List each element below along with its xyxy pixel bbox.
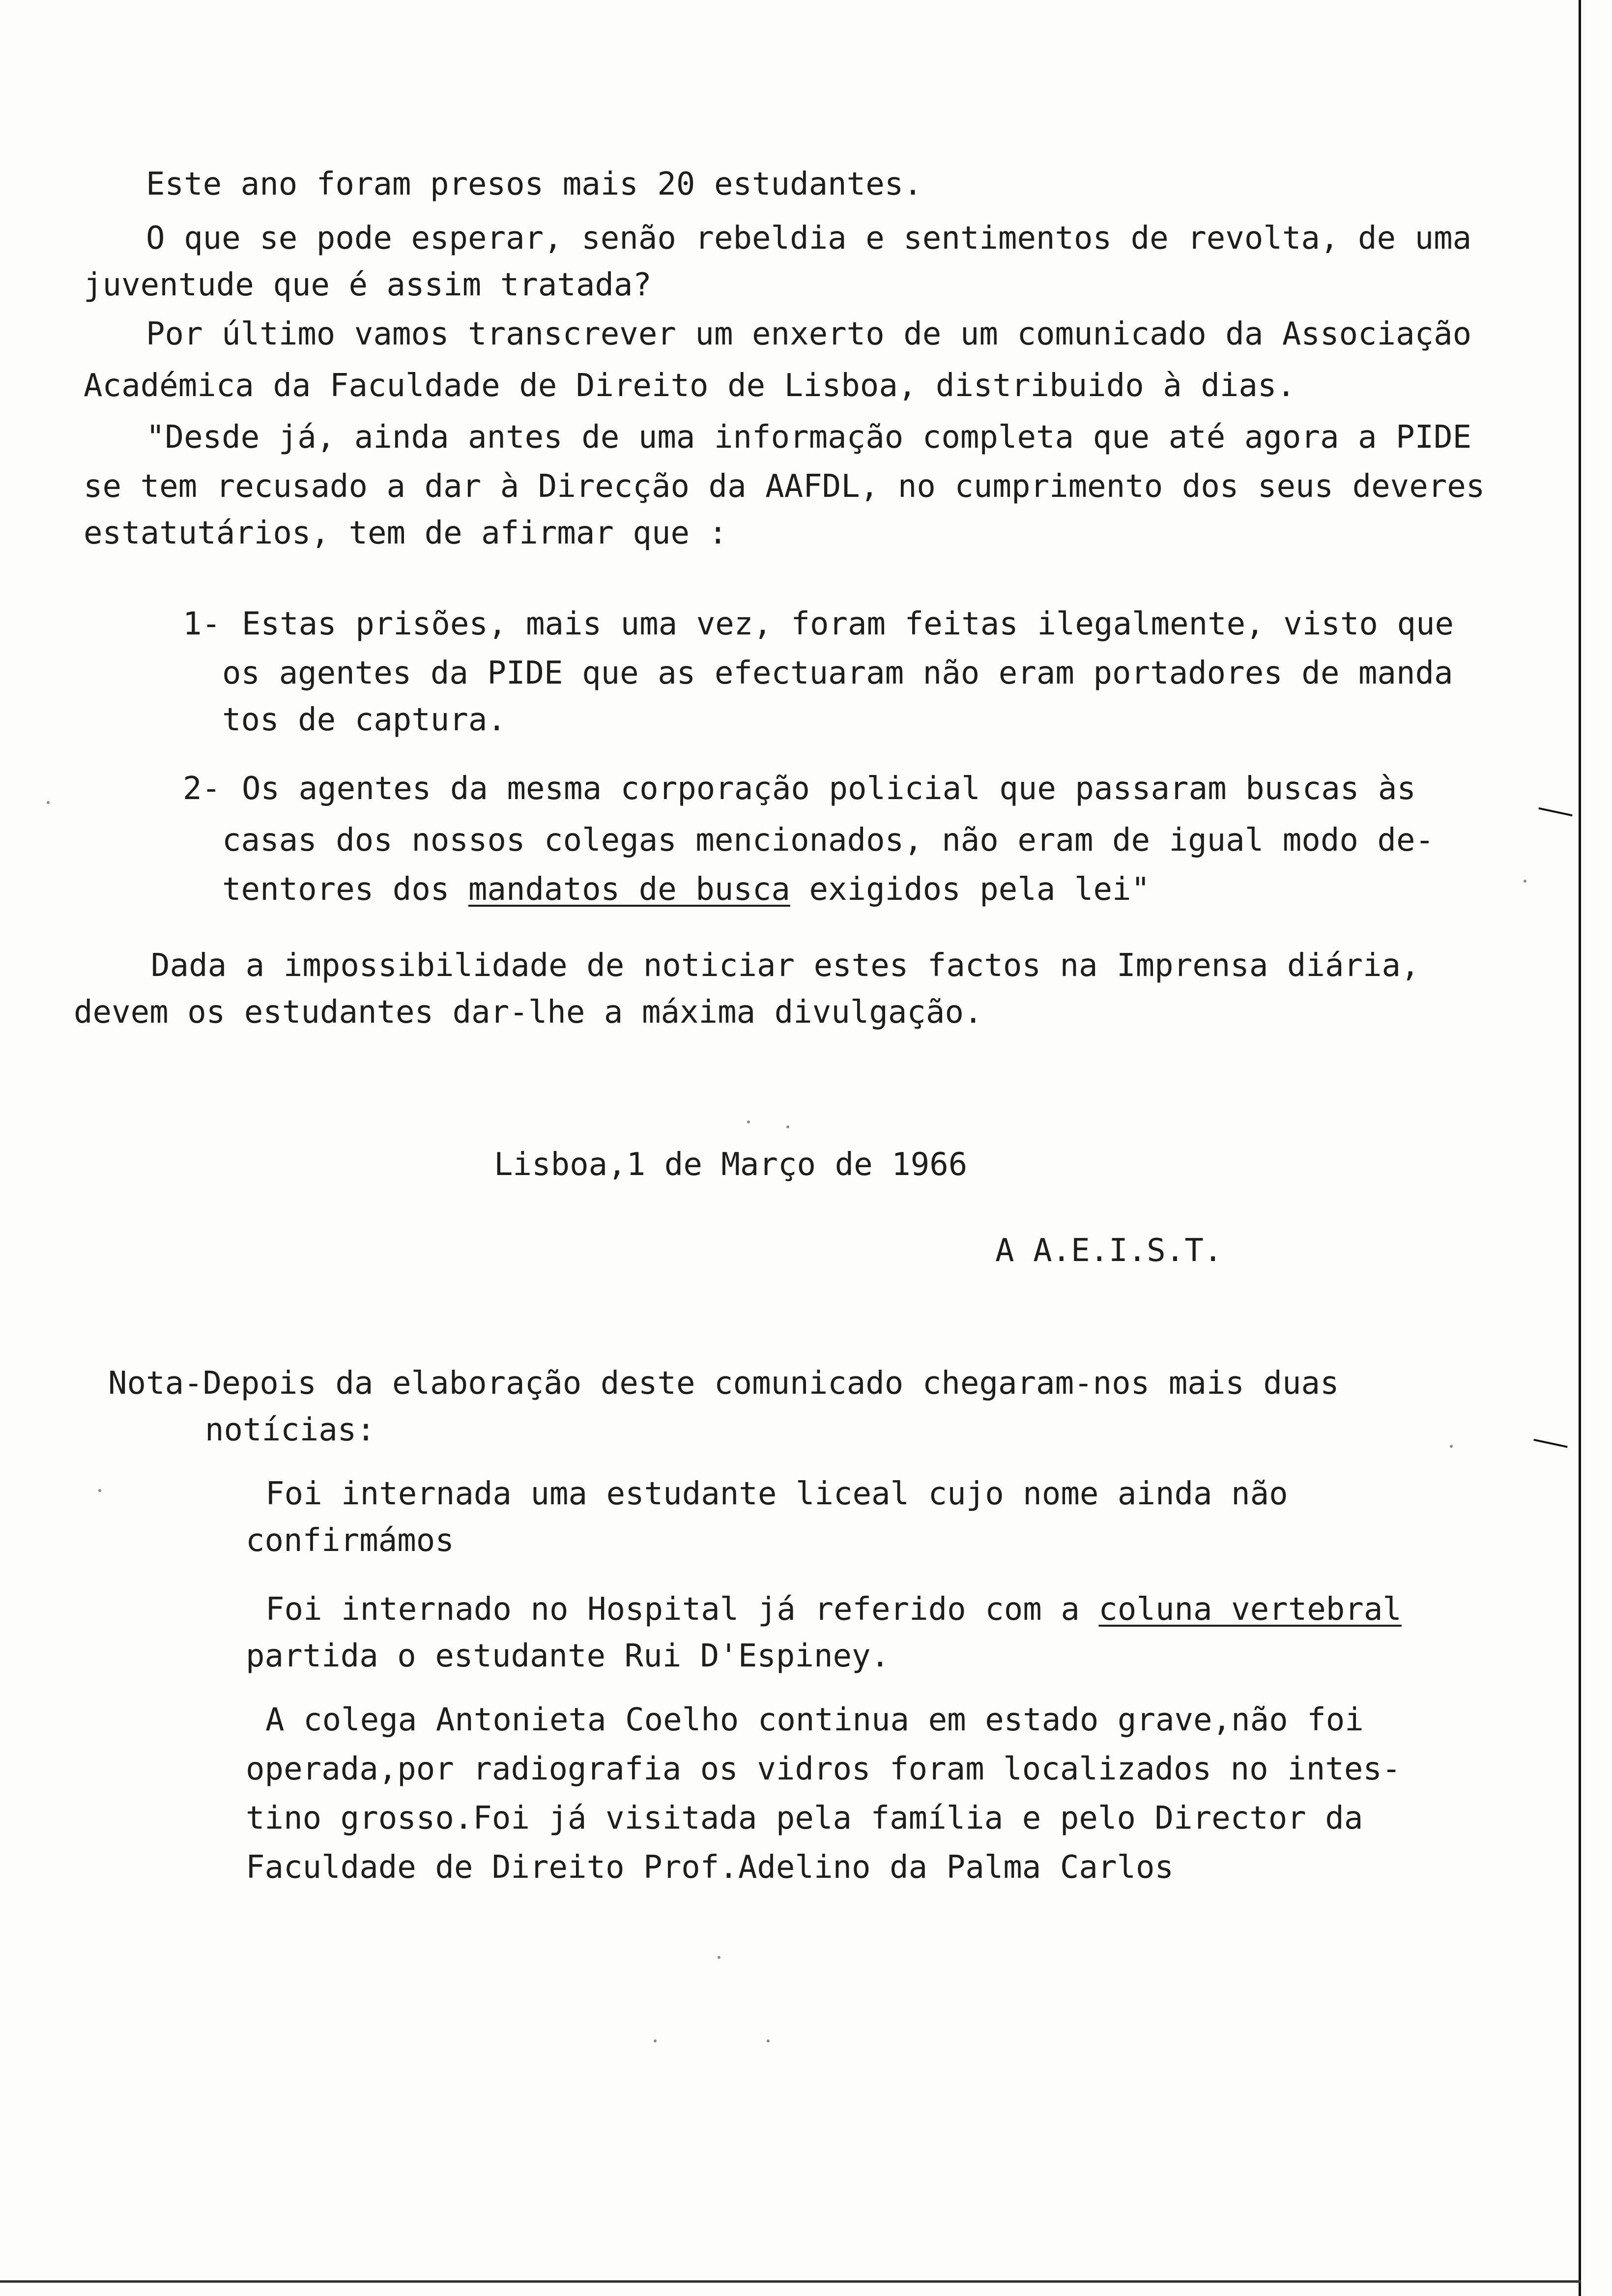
scan-speck [98,1489,101,1492]
text-line: estatutários, tem de afirmar que : [84,515,728,551]
list-item-line: casas dos nossos colegas mencionados, não eram de igual modo de- [222,822,1434,859]
note-item-line: partida o estudante Rui D'Espiney. [246,1638,890,1674]
note-item-line [265,1590,1402,1629]
page-edge-right [1579,0,1581,2296]
text-line: juventude que é assim tratada? [84,267,652,303]
text-line: Dada a impossibilidade de noticiar estes factos na Imprensa diária, [151,947,1420,984]
line-suffix: exigidos pela lei" [790,871,1151,908]
note-item-line: confirmámos [246,1522,454,1559]
text-line: "Desde já, ainda antes de uma informação completa que até agora a PIDE [146,419,1472,456]
text-line: Por último vamos transcrever um enxerto de um comunicado da Associação [146,316,1472,352]
note-item-line: Foi internada uma estudante liceal cujo nome ainda não [265,1476,1288,1512]
place-date: Lisboa,1 de Março de 1966 [494,1147,968,1183]
list-item-line: os agentes da PIDE que as efectuaram não eram portadores de manda [222,655,1453,691]
list-item-line: tos de captura. [222,702,506,738]
text-line: Académica da Faculdade de Direito de Lisboa, distribuido à dias. [84,368,1295,404]
list-item-number: 2- [183,771,221,807]
note-item-line: A colega Antonieta Coelho continua em estado grave,não foi [265,1702,1364,1738]
list-item-line: Os agentes da mesma corporação policial que passaram buscas às [242,771,1416,807]
text-line: devem os estudantes dar-lhe a máxima divulgação. [74,994,983,1031]
text-line: Este ano foram presos mais 20 estudantes. [146,166,922,202]
page-edge-bottom [0,2280,1581,2283]
note-heading: Nota-Depois da elaboração deste comunicado chegaram-nos mais duas [108,1365,1339,1402]
scan-speck [747,1120,750,1123]
text-line: se tem recusado a dar à Direcção da AAFDL, no cumprimento dos seus deveres [84,468,1485,505]
note-heading: notícias: [205,1412,375,1448]
note-item-line: Faculdade de Direito Prof.Adelino da Palma Carlos [246,1849,1174,1886]
line-prefix: tentores dos [222,871,468,908]
scan-speck [47,801,50,804]
scan-speck [1450,1445,1453,1448]
list-item-line [222,870,1150,909]
list-item-line: Estas prisões, mais uma vez, foram feitas ilegalmente, visto que [242,606,1454,642]
scan-speck [654,2039,657,2042]
list-item-number: 1- [183,606,221,642]
scan-speck [718,1956,720,1959]
signature: A A.E.I.S.T. [995,1233,1223,1269]
scan-speck [786,1125,789,1128]
scan-speck [1524,880,1526,883]
underlined-phrase: coluna vertebral [1098,1591,1402,1628]
line-prefix: Foi internado no Hospital já referido com a [265,1591,1099,1628]
underlined-phrase: mandatos de busca [468,871,790,908]
text-line: O que se pode esperar, senão rebeldia e sentimentos de revolta, de uma [146,220,1472,257]
scan-speck [767,2039,770,2042]
note-item-line: operada,por radiografia os vidros foram localizados no intes- [246,1751,1401,1787]
margin-tick-mark [1533,1439,1567,1448]
margin-tick-mark [1538,807,1572,816]
note-item-line: tino grosso.Foi já visitada pela família e pelo Director da [246,1800,1363,1837]
